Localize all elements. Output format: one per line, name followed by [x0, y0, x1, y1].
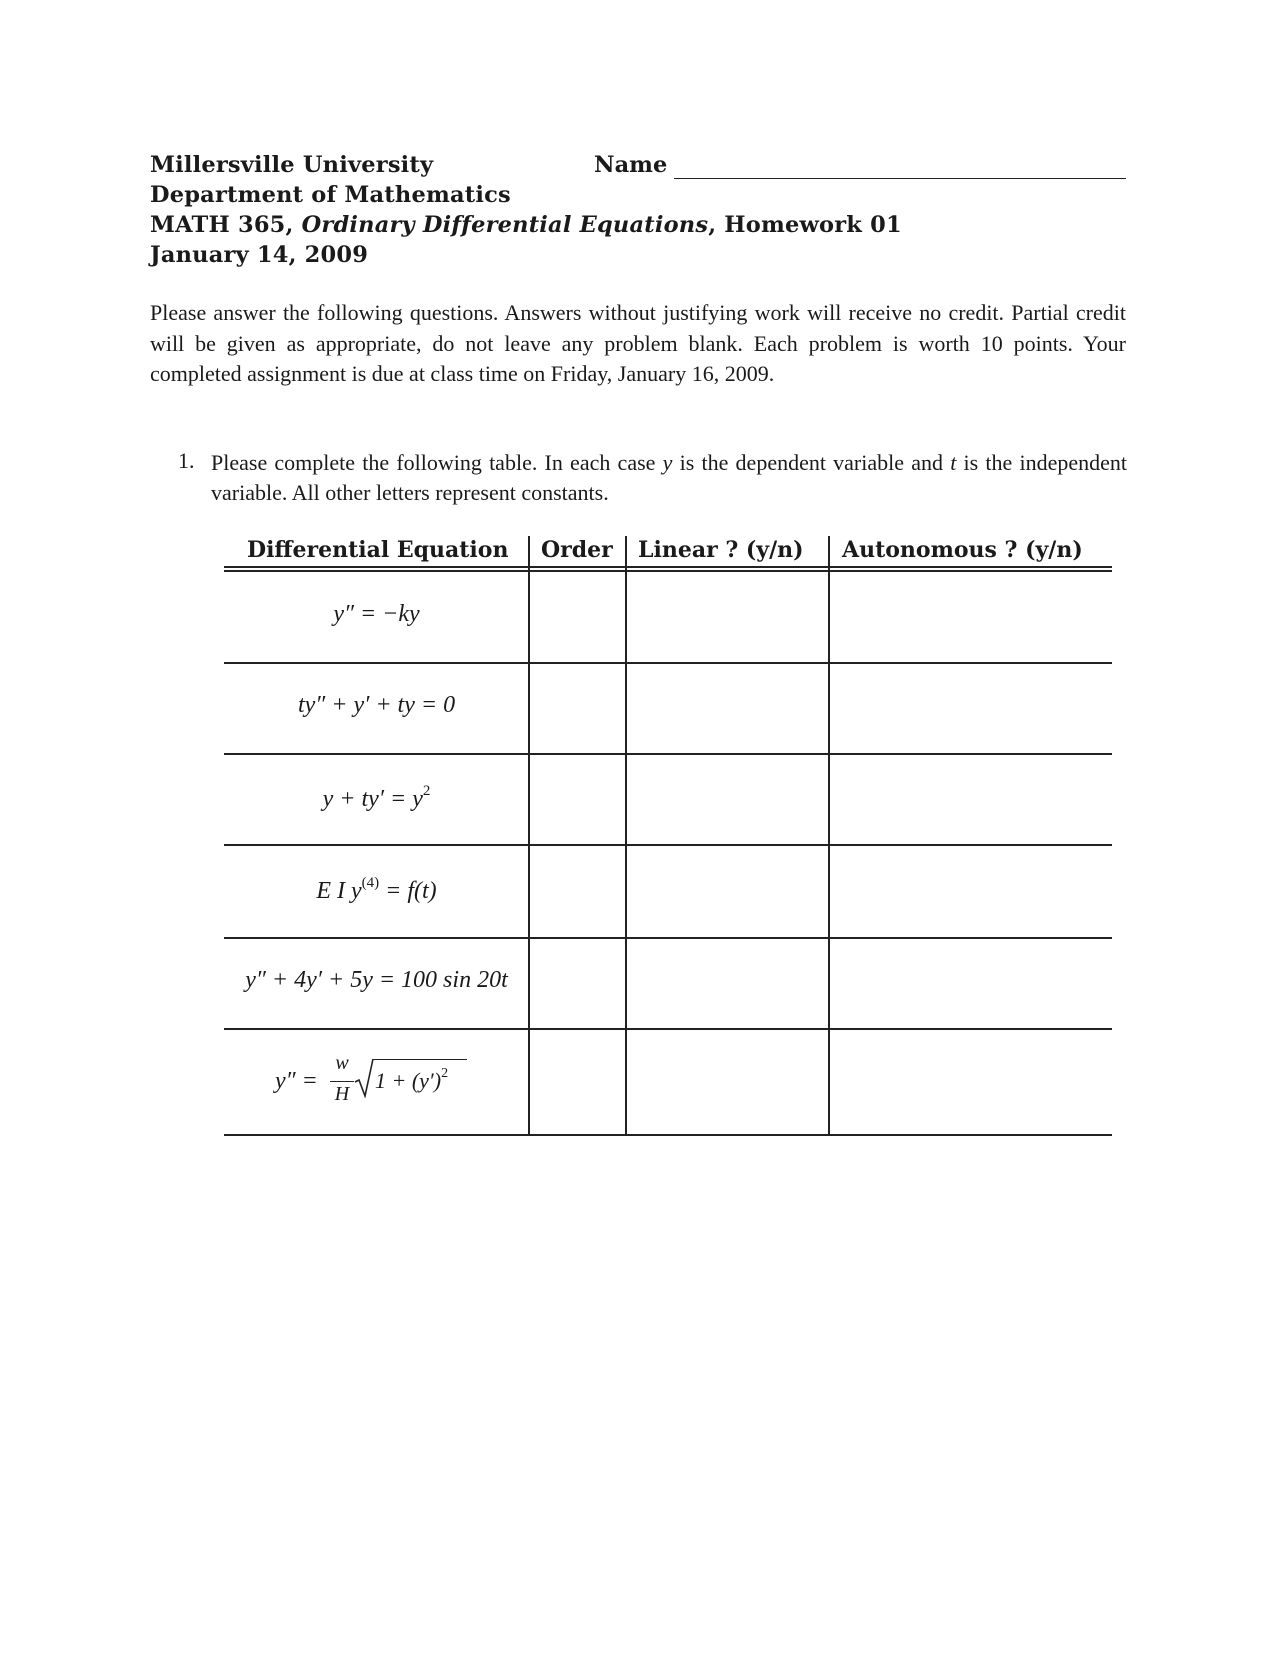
equation-5-text: y″ + 4y′ + 5y = 100 sin 20t — [245, 967, 508, 993]
equation-5 — [224, 967, 529, 994]
equation-4-text: E I y — [316, 878, 362, 904]
linear-cell[interactable] — [627, 846, 828, 937]
equation-4 — [224, 875, 529, 905]
order-cell[interactable] — [530, 755, 625, 844]
linear-cell[interactable] — [627, 939, 828, 1028]
linear-cell[interactable] — [627, 572, 828, 662]
question-text-a: Please complete the following table. In each case — [211, 450, 663, 475]
name-field-line[interactable] — [674, 178, 1126, 179]
order-cell[interactable] — [530, 1030, 625, 1134]
header-rule-top — [224, 566, 1112, 568]
equation-6-radicand: 1 + (y′) — [375, 1068, 442, 1093]
header-linear: Linear ? (y/n) — [638, 537, 804, 563]
equation-4-exponent: (4) — [361, 875, 380, 891]
equation-2-text: ty″ + y′ + ty = 0 — [297, 692, 456, 718]
department-name: Department of Mathematics — [150, 182, 511, 208]
equation-1 — [224, 601, 529, 628]
assignment-label: , Homework 01 — [708, 212, 902, 238]
autonomous-cell[interactable] — [830, 755, 1112, 844]
header-order: Order — [541, 537, 613, 563]
question-text — [211, 448, 1127, 508]
university-name: Millersville University — [150, 152, 434, 178]
equation-6-numerator: w — [335, 1052, 349, 1074]
assignment-date: January 14, 2009 — [150, 242, 369, 268]
header-autonomous: Autonomous ? (y/n) — [842, 537, 1083, 563]
name-label: Name — [594, 152, 668, 178]
order-cell[interactable] — [530, 939, 625, 1028]
equation-6-denominator: H — [334, 1083, 350, 1105]
course-prefix: MATH 365, — [150, 212, 294, 238]
square-root-bar — [373, 1059, 467, 1060]
course-title: Ordinary Differential Equations — [301, 212, 709, 238]
autonomous-cell[interactable] — [830, 1030, 1112, 1134]
linear-cell[interactable] — [627, 664, 828, 753]
autonomous-cell[interactable] — [830, 664, 1112, 753]
linear-cell[interactable] — [627, 1030, 828, 1134]
header-separator — [528, 536, 530, 570]
instructions-paragraph: Please answer the following questions. Answers without justifying work will receive no credit. Partial credit will be given as appropriate, do not leave any problem blank. Each problem is worth 10 points. Your completed assignment is due at class time on Friday, January 16, 2009. — [150, 300, 1126, 386]
autonomous-cell[interactable] — [830, 939, 1112, 1028]
header-separator — [625, 536, 627, 570]
linear-cell[interactable] — [627, 755, 828, 844]
equation-1-text: y″ = −ky — [333, 601, 420, 627]
equation-6 — [224, 1052, 529, 1112]
question-text-b: is the dependent variable and — [672, 450, 951, 475]
order-cell[interactable] — [530, 664, 625, 753]
var-y: y — [662, 450, 673, 475]
question-number: 1. — [178, 448, 195, 473]
equation-6-lhs: y″ = — [275, 1068, 318, 1094]
equation-2 — [224, 692, 529, 719]
order-cell[interactable] — [530, 572, 625, 662]
header-differential-equation: Differential Equation — [247, 537, 509, 563]
square-root-icon — [354, 1058, 374, 1098]
equation-6-fraction-bar — [330, 1081, 354, 1082]
header-separator — [828, 536, 830, 570]
equation-3-text: y + ty′ = y — [322, 786, 423, 812]
autonomous-cell[interactable] — [830, 846, 1112, 937]
row-rule — [224, 1134, 1112, 1136]
equation-3 — [224, 783, 529, 813]
equation-4-rhs: = f(t) — [379, 878, 437, 904]
order-cell[interactable] — [530, 846, 625, 937]
equation-6-exponent: 2 — [441, 1066, 449, 1081]
autonomous-cell[interactable] — [830, 572, 1112, 662]
course-line — [150, 212, 902, 238]
question-text-c: is the independent variable. All other letters represent constants. — [211, 450, 1127, 505]
var-t: t — [950, 450, 957, 475]
equation-3-exponent: 2 — [422, 783, 431, 799]
